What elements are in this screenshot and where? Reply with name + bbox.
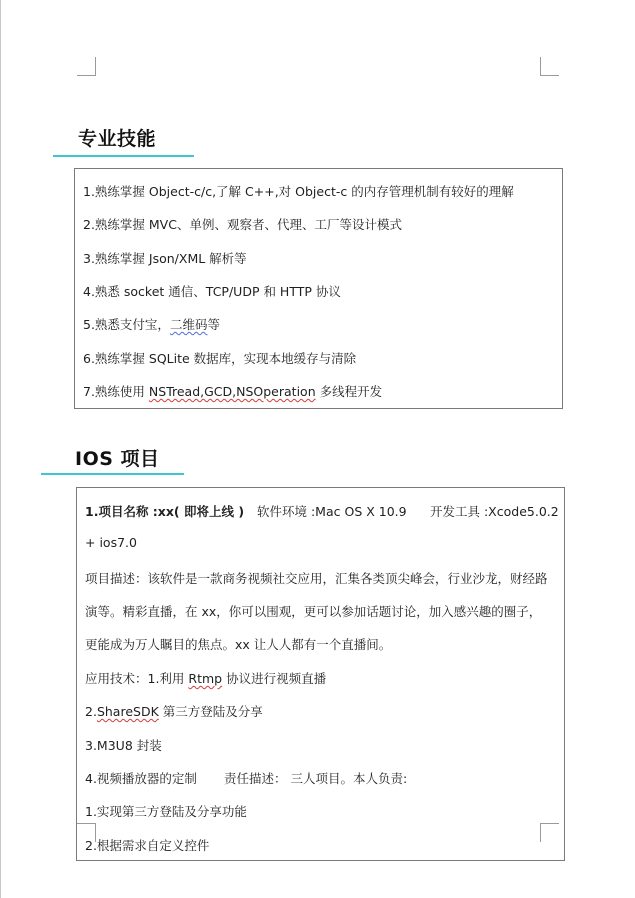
project-tech-text: 2. xyxy=(85,704,97,719)
skill-item: 4.熟悉 socket 通信、TCP/UDP 和 HTTP 协议 xyxy=(83,284,341,299)
skill-item: 2.熟练掌握 MVC、单例、观察者、代理、工厂等设计模式 xyxy=(83,217,402,232)
skill-item xyxy=(83,382,382,400)
project-duty-line: 2.根据需求自定义控件 xyxy=(85,838,210,853)
project-tech-line: 4.视频播放器的定制 xyxy=(85,771,197,786)
skill-item-text: 7.熟练使用 xyxy=(83,384,149,399)
project-tech-line xyxy=(85,702,263,720)
project-tech-text: 应用技术：1.利用 xyxy=(85,671,189,686)
skills-box xyxy=(74,168,563,409)
skill-item: 6.熟练掌握 SQLite 数据库，实现本地缓存与清除 xyxy=(83,351,357,366)
project-name xyxy=(85,502,244,520)
project-tech-line: 3.M3U8 封装 xyxy=(85,738,162,753)
project-tech-text: 协议进行视频直播 xyxy=(222,671,327,686)
skill-item-text: 5.熟悉支付宝， xyxy=(83,317,170,332)
project-tech-text: ShareSDK xyxy=(96,704,159,719)
margin-mark-top-right xyxy=(540,57,559,76)
project-box xyxy=(76,487,565,861)
project-name-label: 1.项目名称 :xx( 即将上线 ) xyxy=(85,504,245,519)
skills-heading: 专业技能 xyxy=(78,128,157,150)
skill-item-text: 多线程开发 xyxy=(315,384,383,399)
page-left-edge xyxy=(0,0,1,898)
project-tool: 开发工具 :Xcode5.0.2 xyxy=(430,504,559,519)
project-desc-line: 演等。精彩直播，在 xx，你可以围观，更可以参加话题讨论，加入感兴趣的圈子， xyxy=(85,604,542,619)
margin-mark-top-left xyxy=(77,57,96,76)
project-tech-text: Rtmp xyxy=(188,671,223,686)
skill-item xyxy=(83,315,220,333)
project-duty: 责任描述： 三人项目。本人负责: xyxy=(224,771,408,786)
project-tool-cont: + ios7.0 xyxy=(85,535,137,550)
project-desc-line: 更能成为万人瞩目的焦点。xx 让人人都有一个直播间。 xyxy=(85,637,392,652)
project-env: 软件环境 :Mac OS X 10.9 xyxy=(257,504,407,519)
project-heading-underline xyxy=(41,473,184,475)
project-tech-line xyxy=(85,669,326,687)
project-tech-text: 第三方登陆及分享 xyxy=(158,704,263,719)
skill-item-text: 二维码 xyxy=(169,317,208,332)
project-heading: IOS 项目 xyxy=(75,448,160,470)
skill-item: 3.熟练掌握 Json/XML 解析等 xyxy=(83,251,247,266)
skill-item-text: 等 xyxy=(207,317,220,332)
project-desc-line: 项目描述：该软件是一款商务视频社交应用，汇集各类顶尖峰会，行业沙龙，财经路 xyxy=(85,571,548,586)
project-duty-line: 1.实现第三方登陆及分享功能 xyxy=(85,804,247,819)
skill-item: 1.熟练掌握 Object-c/c,了解 C++,对 Object-c 的内存管理机制有较好的理解 xyxy=(83,184,514,199)
skill-item-text: NSTread,GCD,NSOperation xyxy=(148,384,316,399)
skills-heading-underline xyxy=(53,155,194,157)
